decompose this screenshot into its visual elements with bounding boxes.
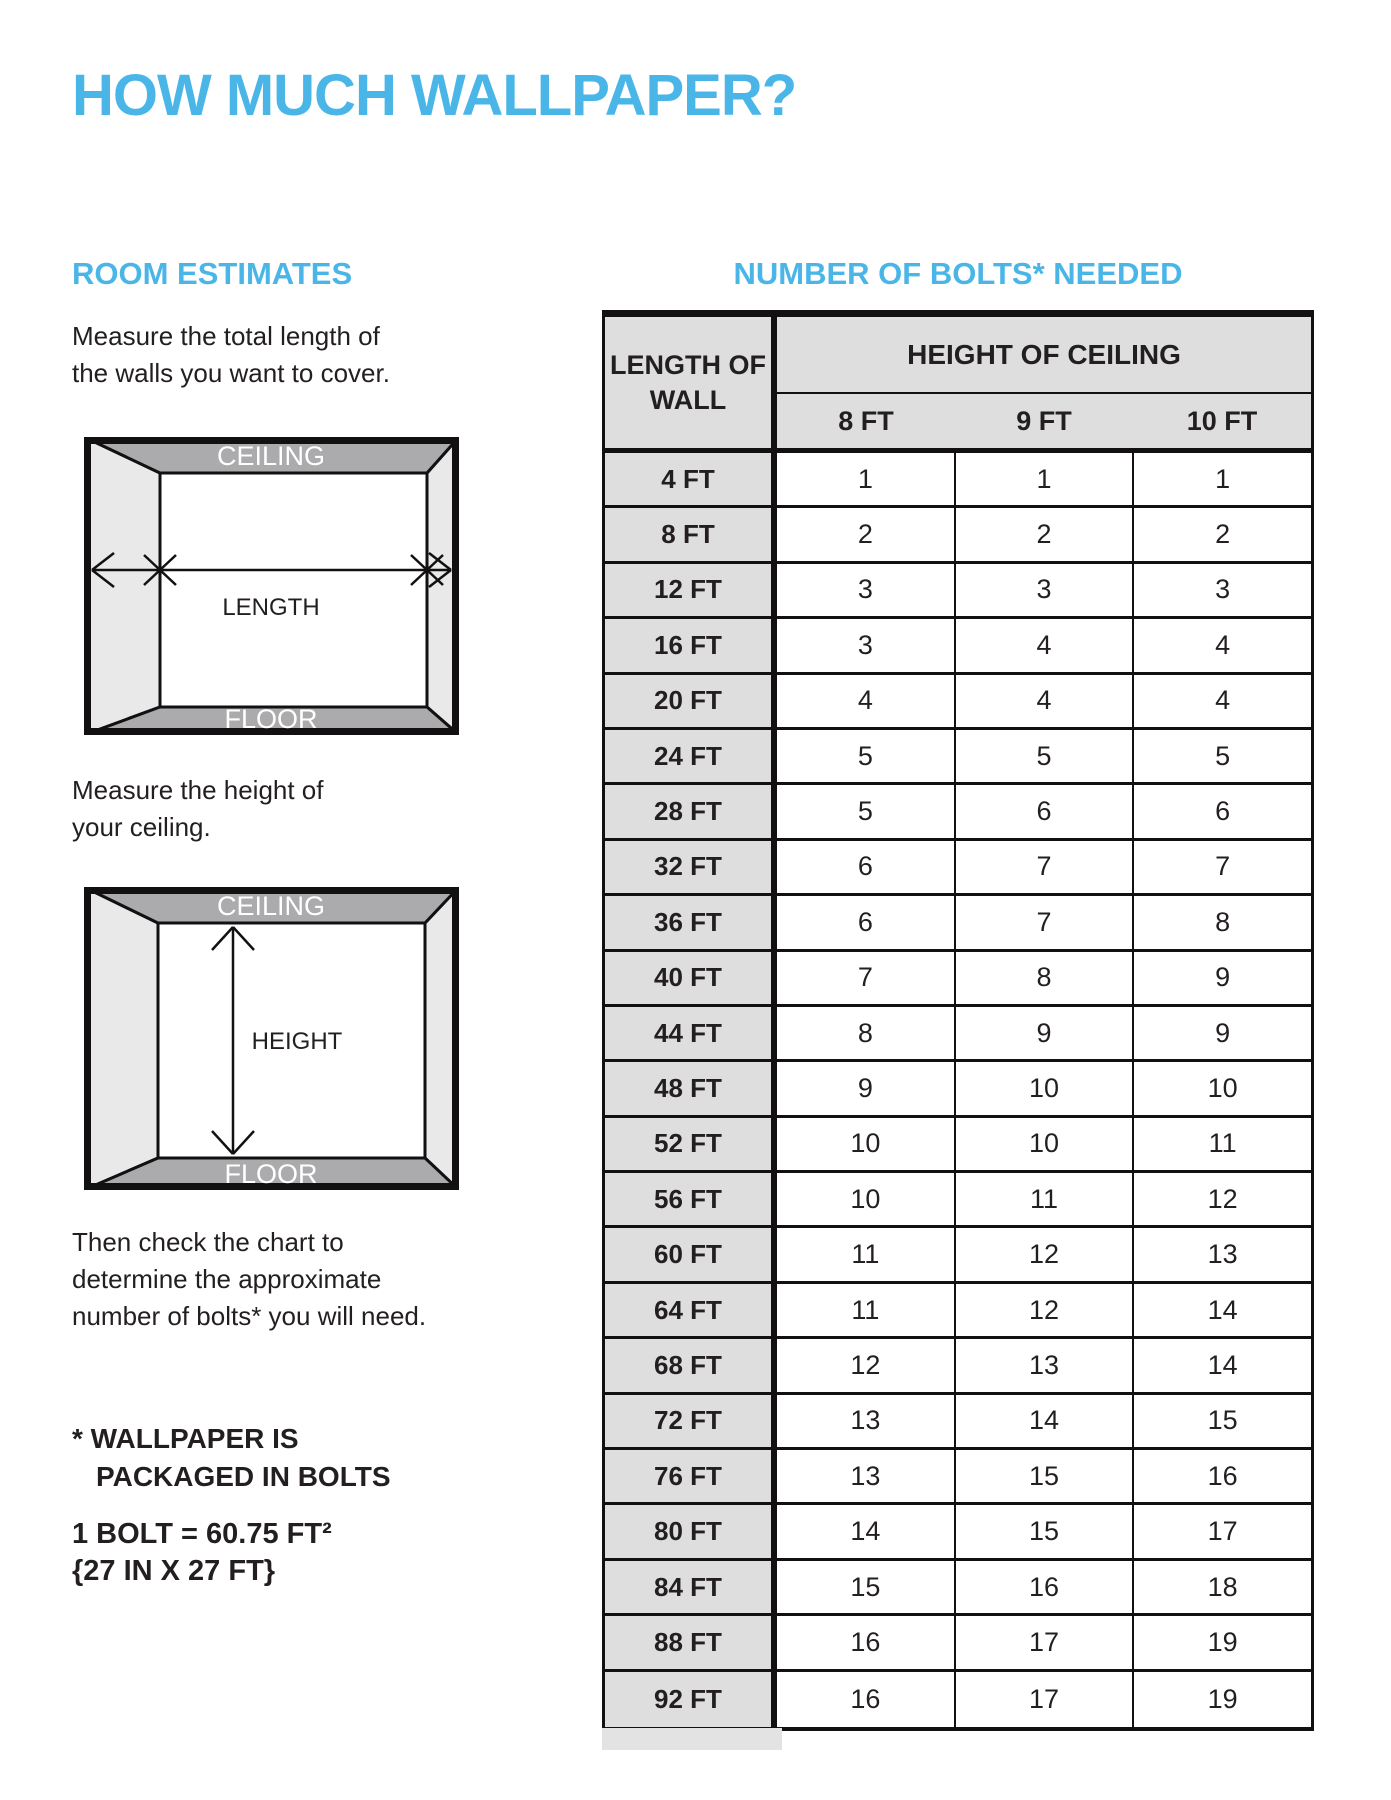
bolt-count-cell: 6: [857, 906, 873, 937]
column-header-10ft: 10 FT: [1186, 405, 1258, 436]
bolt-count-cell: 12: [850, 1349, 881, 1380]
table-row: [602, 1284, 1314, 1339]
bolt-count-cell: 5: [954, 730, 1133, 782]
wall-length-cell: 56 FT: [602, 1173, 777, 1225]
wall-length-cell: 60 FT: [602, 1228, 777, 1280]
bolt-count-cell: 4: [954, 675, 1133, 727]
ceiling-label: CEILING: [216, 441, 326, 471]
text-line: determine the approximate: [72, 1264, 382, 1294]
bolt-count-cell: 3: [857, 574, 873, 605]
bolt-count-cell: 7: [954, 896, 1133, 948]
table-row: [602, 453, 1314, 508]
height-label: HEIGHT: [251, 1028, 343, 1055]
bolt-count-cell: 17: [1132, 1505, 1311, 1557]
bolt-count-cell: 13: [954, 1339, 1133, 1391]
bolt-count-cell: 14: [1132, 1339, 1311, 1391]
bolt-count-cell: 7: [857, 962, 873, 993]
text-line: {27 IN X 27 FT}: [72, 1555, 276, 1587]
bolt-count-cell: 13: [850, 1460, 881, 1491]
bolt-count-cell: 1: [857, 463, 873, 494]
bolt-count-cell: 16: [850, 1626, 881, 1657]
table-row: [602, 1505, 1314, 1560]
bolt-count-cell: 13: [1132, 1228, 1311, 1280]
wall-length-cell: 72 FT: [602, 1395, 777, 1447]
text-line: PACKAGED IN BOLTS: [96, 1461, 391, 1492]
bolt-count-cell: 2: [857, 519, 873, 550]
text-line: * WALLPAPER IS: [72, 1423, 299, 1454]
wall-length-cell: 48 FT: [602, 1062, 777, 1114]
bolt-count-cell: 15: [1132, 1395, 1311, 1447]
length-of-wall-header: LENGTH OF WALL: [602, 317, 777, 448]
bolt-count-cell: 9: [1132, 1007, 1311, 1059]
ceiling-height-header-group: [777, 317, 1314, 448]
wall-length-cell: 8 FT: [602, 508, 777, 560]
table-row: [602, 1450, 1314, 1505]
bolt-count-cell: 1: [1132, 453, 1311, 505]
table-bottom-tab: [602, 1728, 782, 1750]
table-row: [602, 564, 1314, 619]
column-header-9ft: 9 FT: [1016, 405, 1072, 436]
table-row: [602, 675, 1314, 730]
bolt-table-body: [602, 448, 1314, 1727]
wall-length-cell: 24 FT: [602, 730, 777, 782]
table-row: [602, 1672, 1314, 1727]
bolt-count-cell: 10: [1132, 1062, 1311, 1114]
bolt-count-cell: 12: [954, 1284, 1133, 1336]
text-line: 1 BOLT = 60.75 FT²: [72, 1518, 332, 1550]
bolt-count-cell: 1: [954, 453, 1133, 505]
instruction-check-chart: [72, 1224, 426, 1335]
table-row: [602, 1339, 1314, 1394]
ceiling-label: CEILING: [216, 891, 326, 921]
bolt-size-info: [72, 1516, 332, 1590]
bolt-lookup-table: [602, 310, 1314, 1731]
bolt-count-cell: 15: [850, 1571, 881, 1602]
bolt-count-cell: 4: [1132, 619, 1311, 671]
wall-length-cell: 68 FT: [602, 1339, 777, 1391]
bolt-count-cell: 6: [954, 785, 1133, 837]
bolt-count-cell: 16: [850, 1683, 881, 1714]
table-row: [602, 841, 1314, 896]
bolt-count-cell: 11: [851, 1294, 880, 1325]
bolt-count-cell: 10: [850, 1128, 881, 1159]
room-back-wall-outline: [160, 473, 427, 707]
bolt-count-cell: 19: [1132, 1672, 1311, 1727]
bolt-count-cell: 8: [1132, 896, 1311, 948]
bolt-count-cell: 5: [857, 796, 873, 827]
bolt-count-cell: 3: [857, 629, 873, 660]
bolt-count-cell: 19: [1132, 1616, 1311, 1668]
bolt-count-cell: 5: [1132, 730, 1311, 782]
bolt-count-cell: 14: [954, 1395, 1133, 1447]
instruction-measure-length: [72, 318, 390, 392]
wall-length-cell: 44 FT: [602, 1007, 777, 1059]
bolt-count-cell: 2: [1132, 508, 1311, 560]
table-row: [602, 785, 1314, 840]
wallpaper-bolts-footnote: [72, 1420, 391, 1496]
bolt-count-cell: 14: [1132, 1284, 1311, 1336]
table-row: [602, 1395, 1314, 1450]
bolt-count-cell: 5: [857, 740, 873, 771]
bolt-count-cell: 8: [954, 952, 1133, 1004]
wall-length-cell: 20 FT: [602, 675, 777, 727]
bolt-count-cell: 17: [954, 1672, 1133, 1727]
wall-length-cell: 64 FT: [602, 1284, 777, 1336]
text-line: number of bolts* you will need.: [72, 1301, 427, 1331]
bolt-count-cell: 2: [954, 508, 1133, 560]
bolt-count-cell: 12: [954, 1228, 1133, 1280]
bolt-count-cell: 18: [1132, 1561, 1311, 1613]
wall-length-cell: 80 FT: [602, 1505, 777, 1557]
bolt-count-cell: 4: [857, 685, 873, 716]
wall-length-cell: 28 FT: [602, 785, 777, 837]
table-row: [602, 1007, 1314, 1062]
room-left-wall: [84, 437, 160, 735]
wall-length-cell: 16 FT: [602, 619, 777, 671]
bolt-count-cell: 11: [1132, 1118, 1311, 1170]
text-line: the walls you want to cover.: [72, 358, 390, 388]
table-row: [602, 896, 1314, 951]
column-header-8ft: 8 FT: [838, 405, 894, 436]
bolt-count-cell: 6: [857, 851, 873, 882]
height-of-ceiling-header: HEIGHT OF CEILING: [777, 317, 1311, 394]
bolt-count-cell: 11: [851, 1239, 880, 1270]
bolt-count-cell: 7: [954, 841, 1133, 893]
table-row: [602, 1616, 1314, 1671]
bolt-count-cell: 6: [1132, 785, 1311, 837]
wall-length-cell: 4 FT: [602, 453, 777, 505]
table-row: [602, 730, 1314, 785]
bolt-count-cell: 3: [1132, 564, 1311, 616]
table-row: [602, 1118, 1314, 1173]
wall-length-cell: 40 FT: [602, 952, 777, 1004]
text-line: Then check the chart to: [72, 1227, 344, 1257]
wall-length-cell: 92 FT: [602, 1672, 777, 1727]
wall-length-cell: 84 FT: [602, 1561, 777, 1613]
table-row: [602, 619, 1314, 674]
bolt-count-cell: 16: [1132, 1450, 1311, 1502]
bolt-count-cell: 10: [850, 1183, 881, 1214]
table-row: [602, 508, 1314, 563]
bolt-count-cell: 12: [1132, 1173, 1311, 1225]
room-estimates-heading: ROOM ESTIMATES: [72, 256, 353, 291]
page-title: HOW MUCH WALLPAPER?: [72, 63, 797, 128]
text-line: Measure the height of: [72, 775, 324, 805]
bolt-count-cell: 9: [857, 1072, 873, 1103]
bolt-count-cell: 15: [954, 1450, 1133, 1502]
floor-label: FLOOR: [224, 704, 318, 734]
bolt-count-cell: 17: [954, 1616, 1133, 1668]
instruction-measure-height: [72, 772, 324, 846]
table-row: [602, 1228, 1314, 1283]
bolt-count-cell: 4: [954, 619, 1133, 671]
table-row: [602, 1561, 1314, 1616]
table-row: [602, 952, 1314, 1007]
bolt-count-cell: 8: [857, 1017, 873, 1048]
table-row: [602, 1062, 1314, 1117]
bolt-count-cell: 16: [954, 1561, 1133, 1613]
bolt-count-cell: 13: [850, 1405, 881, 1436]
bolt-count-cell: 15: [954, 1505, 1133, 1557]
bolt-count-cell: 10: [954, 1062, 1133, 1114]
length-label: LENGTH: [222, 594, 320, 621]
room-left-wall: [84, 887, 158, 1190]
bolt-count-cell: 9: [954, 1007, 1133, 1059]
table-row: [602, 1173, 1314, 1228]
ceiling-height-columns: [777, 394, 1311, 448]
wall-length-cell: 52 FT: [602, 1118, 777, 1170]
wall-length-cell: 76 FT: [602, 1450, 777, 1502]
bolt-count-cell: 14: [850, 1516, 881, 1547]
wall-length-cell: 36 FT: [602, 896, 777, 948]
wall-length-cell: 88 FT: [602, 1616, 777, 1668]
bolt-count-cell: 9: [1132, 952, 1311, 1004]
wall-length-cell: 32 FT: [602, 841, 777, 893]
bolts-needed-heading: NUMBER OF BOLTS* NEEDED: [733, 256, 1183, 291]
table-header: [602, 317, 1314, 448]
room-height-diagram: [84, 887, 459, 1195]
bolt-count-cell: 10: [954, 1118, 1133, 1170]
text-line: Measure the total length of: [72, 321, 380, 351]
bolt-count-cell: 7: [1132, 841, 1311, 893]
room-length-diagram: [84, 437, 459, 740]
wall-length-cell: 12 FT: [602, 564, 777, 616]
bolt-count-cell: 3: [954, 564, 1133, 616]
text-line: your ceiling.: [72, 812, 211, 842]
bolt-count-cell: 4: [1132, 675, 1311, 727]
bolt-count-cell: 11: [954, 1173, 1133, 1225]
floor-label: FLOOR: [224, 1159, 318, 1189]
